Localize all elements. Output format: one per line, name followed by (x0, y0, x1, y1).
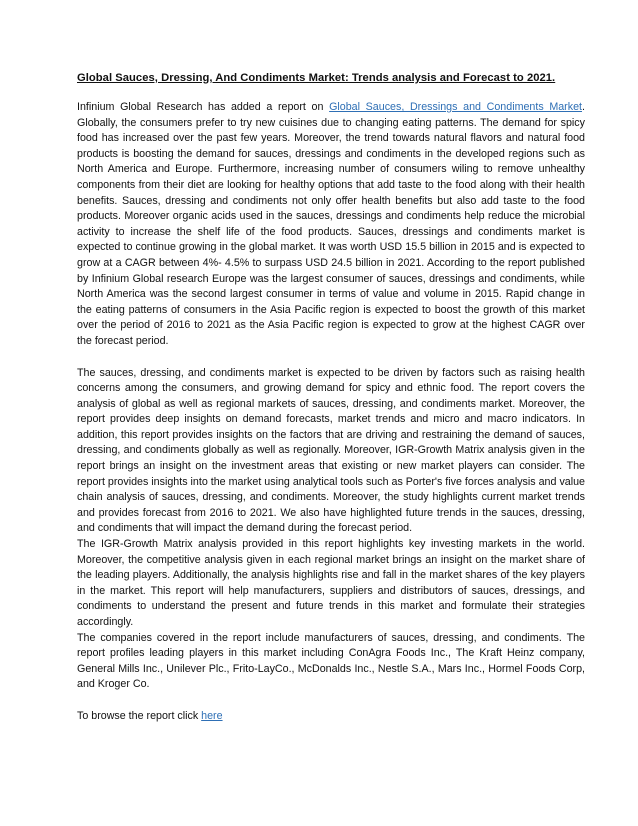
drivers-paragraph: The sauces, dressing, and condiments market is expected to be driven by factors such as raising health concerns among the consumers, and growing demand for spicy and ethnic food. The report covers the analysis of global as well as regional markets of sauces, dressing, and condiments market. Moreover, the report provides deep insights on demand forecasts, market trends and micro and macro indicators. In addition, this report provides insights on the factors that are driving and restraining the demand of sauces, dressing, and condiments globally as well as regionally. Moreover, IGR-Growth Matrix analysis given in the report brings an insight on the investment areas that existing or new market players can consider. The report provides insights into the market using analytical tools such as Porter's five forces analysis and value chain analysis of sauces, dressing, and condiments. Moreover, the study highlights current market trends and provides forecast from 2016 to 2021. We also have highlighted future trends in the sauces, dressing, and condiments that will impact the demand during the forecast period. (77, 366, 585, 535)
companies-paragraph: The companies covered in the report include manufacturers of sauces, dressing, and condiments. The report profiles leading players in this market including ConAgra Foods Inc., The Kraft Heinz company, General Mills Inc., Unilever Plc., Frito-LayCo., McDonalds Inc., Nestle S.A., Mars Inc., Hormel Foods Corp, and Kroger Co. (77, 631, 585, 691)
growth-matrix-paragraph: The IGR-Growth Matrix analysis provided in this report highlights key investing markets in the world. Moreover, the competitive analysis given in each regional market brings an insight on the market share of the leading players. Additionally, the analysis highlights rise and fall in the market shares of the key players in the market. This report will help manufacturers, suppliers and distributors of sauces, dressings, and condiments to understand the present and future trends in this market and formulate their strategies accordingly. (77, 538, 585, 628)
report-link[interactable]: Global Sauces, Dressings and Condiments Market (329, 101, 583, 113)
document-title: Global Sauces, Dressing, And Condiments Market: Trends analysis and Forecast to 2021. (77, 72, 556, 84)
here-link[interactable]: here (201, 709, 223, 722)
browse-paragraph (77, 709, 585, 725)
intro-rest-text: . Globally, the consumers prefer to try new cuisines due to changing eating patterns. The demand for spicy food has increased over the past few years. Moreover, the trend towards natural flavors and natural food products is boosting the demand for sauces, dressings and condiments in the developed regions such as North America and Europe. Furthermore, increasing number of consumers wiling to remove unhealthy components from their diet are looking for healthy options that add taste to the food along with their health benefits. Sauces, dressing and condiments not only offer health benefits but also add taste to the food products. Moreover organic acids used in the sauces, dressings and condiments help reduce the microbial activity to increase the shelf life of the food products. Sauces, dressings and condiments market is expected to continue growing in the global market. It was worth USD 15.5 billion in 2015 and is expected to grow at a CAGR between 4%- 4.5% to surpass USD 24.5 billion in 2021. According to the report published by Infinium Global research Europe was the largest consumer of sauces, dressings and condiments, while North America was the second largest consumer in terms of value and volume in 2015. Rapid change in the eating patterns of consumers in the Asia Pacific region is expected to boost the growth of this market over the period of 2016 to 2021 as the Asia Pacific region is expected to grow at the highest CAGR over the forecast period. (77, 101, 585, 347)
intro-text: Infinium Global Research has added a report on (77, 101, 330, 113)
browse-text: To browse the report click (77, 709, 202, 722)
intro-paragraph (77, 100, 585, 350)
